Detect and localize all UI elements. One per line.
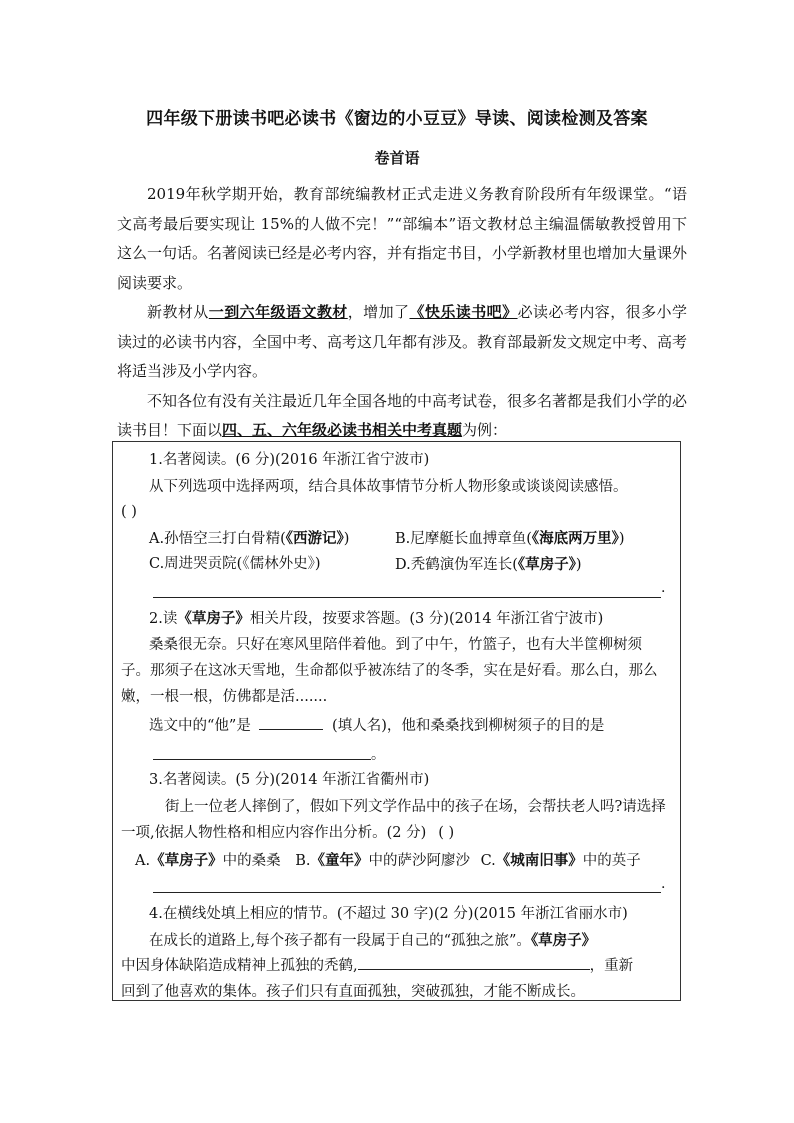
question-1-answer-line[interactable] (153, 597, 661, 598)
question-1-option-d (395, 552, 582, 578)
intro-p2-emphasis-2: 《快乐读书吧》 (409, 303, 518, 321)
document-title: 四年级下册读书吧必读书《窗边的小豆豆》导读、阅读检测及答案 (146, 109, 648, 129)
book-title: 《城南旧事》 (495, 852, 583, 869)
question-4-line-1 (149, 928, 669, 954)
line-text: 中因身体缺陷造成精神上孤独的秃鹤, (121, 958, 358, 974)
book-title: 《童年》 (310, 852, 369, 869)
question-3-answer-paren: ( ) (438, 825, 455, 841)
intro-paragraph-2 (117, 298, 687, 387)
exam-question-box (112, 441, 681, 1001)
question-3-heading: 3.名著阅读。(5 分)(2014 年浙江省衢州市) (149, 772, 430, 788)
question-1-option-b (395, 526, 625, 552)
intro-p3-text: 不知各位有没有关注最近几年全国各地的中高考试卷，很多名著都是我们小学的必读书目！下面以 (117, 391, 688, 439)
question-4-heading: 4.在横线处填上相应的情节。(不超过 30 字)(2 分)(2015 年浙江省丽水市) (149, 906, 628, 922)
book-title: 《草房子》 (517, 556, 576, 573)
option-text: ) (575, 557, 582, 573)
question-4-line-3: 回到了他喜欢的集体。孩子们只有直面孤独，突破孤独，才能不断成长。 (121, 984, 585, 1000)
person-name-blank[interactable] (259, 715, 323, 730)
option-text: A. (135, 853, 151, 869)
answer-line-end-dot: . (661, 580, 666, 596)
book-title: 《草房子》 (150, 852, 223, 869)
plot-answer-blank[interactable] (358, 955, 590, 970)
question-1-options-row-1 (149, 526, 669, 552)
heading-text: 相关片段，按要求答题。(3 分)(2014 年浙江省宁波市) (249, 611, 604, 627)
question-3-prompt (121, 794, 673, 846)
option-text: A.孙悟空三打白骨精( (149, 531, 286, 547)
prompt-text: 街上一位老人摔倒了，假如下列文学作品中的孩子在场，会帮扶老人吗?请选择一项,依据人物性格和相应内容作出分析。(2 分) (121, 799, 666, 841)
question-3-option-c (481, 853, 641, 869)
question-1 (149, 448, 669, 500)
question-1-heading: 1.名著阅读。(6 分)(2016 年浙江省宁波市) (149, 452, 430, 468)
question-1-option-c: C.周进哭贡院(《儒林外史》) (149, 556, 321, 572)
answer-line-end-dot: . (661, 876, 666, 892)
book-title: 《海底两万里》 (531, 530, 619, 547)
intro-paragraph-1: 2019年秋学期开始，教育部统编教材正式走进义务教育阶段所有年级课堂。“语文高考最后要实现让 15%的人做不完！”“部编本”语文教材总主编温儒敏教授曾用下这么一句话。名著阅读已经是必考内容，并有指定书目，小学新教材里也增加大量课外阅读要求。 (117, 185, 688, 292)
option-text: B. (295, 853, 311, 869)
question-1-options-row-2 (149, 552, 669, 577)
book-title: 《草房子》 (177, 610, 250, 627)
line-text: 在成长的道路上,每个孩子都有一段属于自己的“孤独之旅”。 (149, 933, 531, 949)
option-text: 中的萨沙阿廖沙 (368, 853, 470, 869)
intro-p2-emphasis-1: 一到六年级语文教材 (208, 303, 348, 321)
ask-text: 选文中的“他”是 (149, 718, 251, 734)
question-1-prompt: 从下列选项中选择两项，结合具体故事情节分析人物形象或谈谈阅读感悟。 (149, 479, 628, 495)
option-text: ) (618, 531, 625, 547)
option-text: B.尼摩艇长血搏章鱼( (395, 531, 532, 547)
question-2-ask (149, 714, 669, 739)
question-1-option-a (149, 531, 349, 547)
question-3-option-b (295, 853, 470, 869)
intro-p2-text: 新教材从 (147, 303, 209, 321)
question-3-options (135, 848, 675, 874)
question-4-line-2 (121, 954, 673, 979)
document-subtitle: 卷首语 (374, 149, 420, 167)
option-text: 中的英子 (582, 853, 641, 869)
intro-p2-text: 必读必考内容，很多小学读过的必读书内容，全国中考、高考这几年都有涉及。教育部最新发文规定中考、高考将适当涉及小学内容。 (117, 303, 688, 380)
intro-p3-text: 为例： (462, 421, 508, 439)
question-2-heading (149, 606, 669, 632)
option-text: D.秃鹤演伪军连长( (395, 557, 518, 573)
book-title: 《草房子》 (530, 932, 597, 949)
question-1-answer-paren: ( ) (121, 504, 137, 520)
intro-p2-text: ，增加了 (347, 303, 410, 321)
question-3-answer-line[interactable] (153, 892, 661, 893)
option-text: C. (480, 853, 496, 869)
question-2 (149, 606, 669, 632)
question-2-purpose-line[interactable] (153, 759, 371, 760)
intro-paragraph-3 (117, 387, 687, 446)
option-text: ) (343, 531, 350, 547)
intro-p3-emphasis: 四、五、六年级必读书相关中考真题 (222, 421, 463, 439)
question-3-option-a (135, 853, 281, 869)
question-2-period: 。 (371, 747, 385, 763)
ask-text: (填人名)，他和桑桑找到柳树须子的目的是 (332, 718, 605, 734)
line-text: ，重新 (589, 958, 634, 974)
option-text: 中的桑桑 (222, 853, 281, 869)
heading-text: 2.读 (149, 611, 178, 627)
question-2-passage: 桑桑很无奈。只好在寒风里陪伴着他。到了中午，竹篮子，也有大半筐柳树须子。那须子在这冰天雪地，生命都似乎被冻结了的冬季，实在是好看。那么白，那么嫩，一根一根，仿佛都是活....... (121, 637, 658, 705)
intro-section (117, 180, 687, 446)
book-title: 《西游记》 (285, 530, 344, 547)
